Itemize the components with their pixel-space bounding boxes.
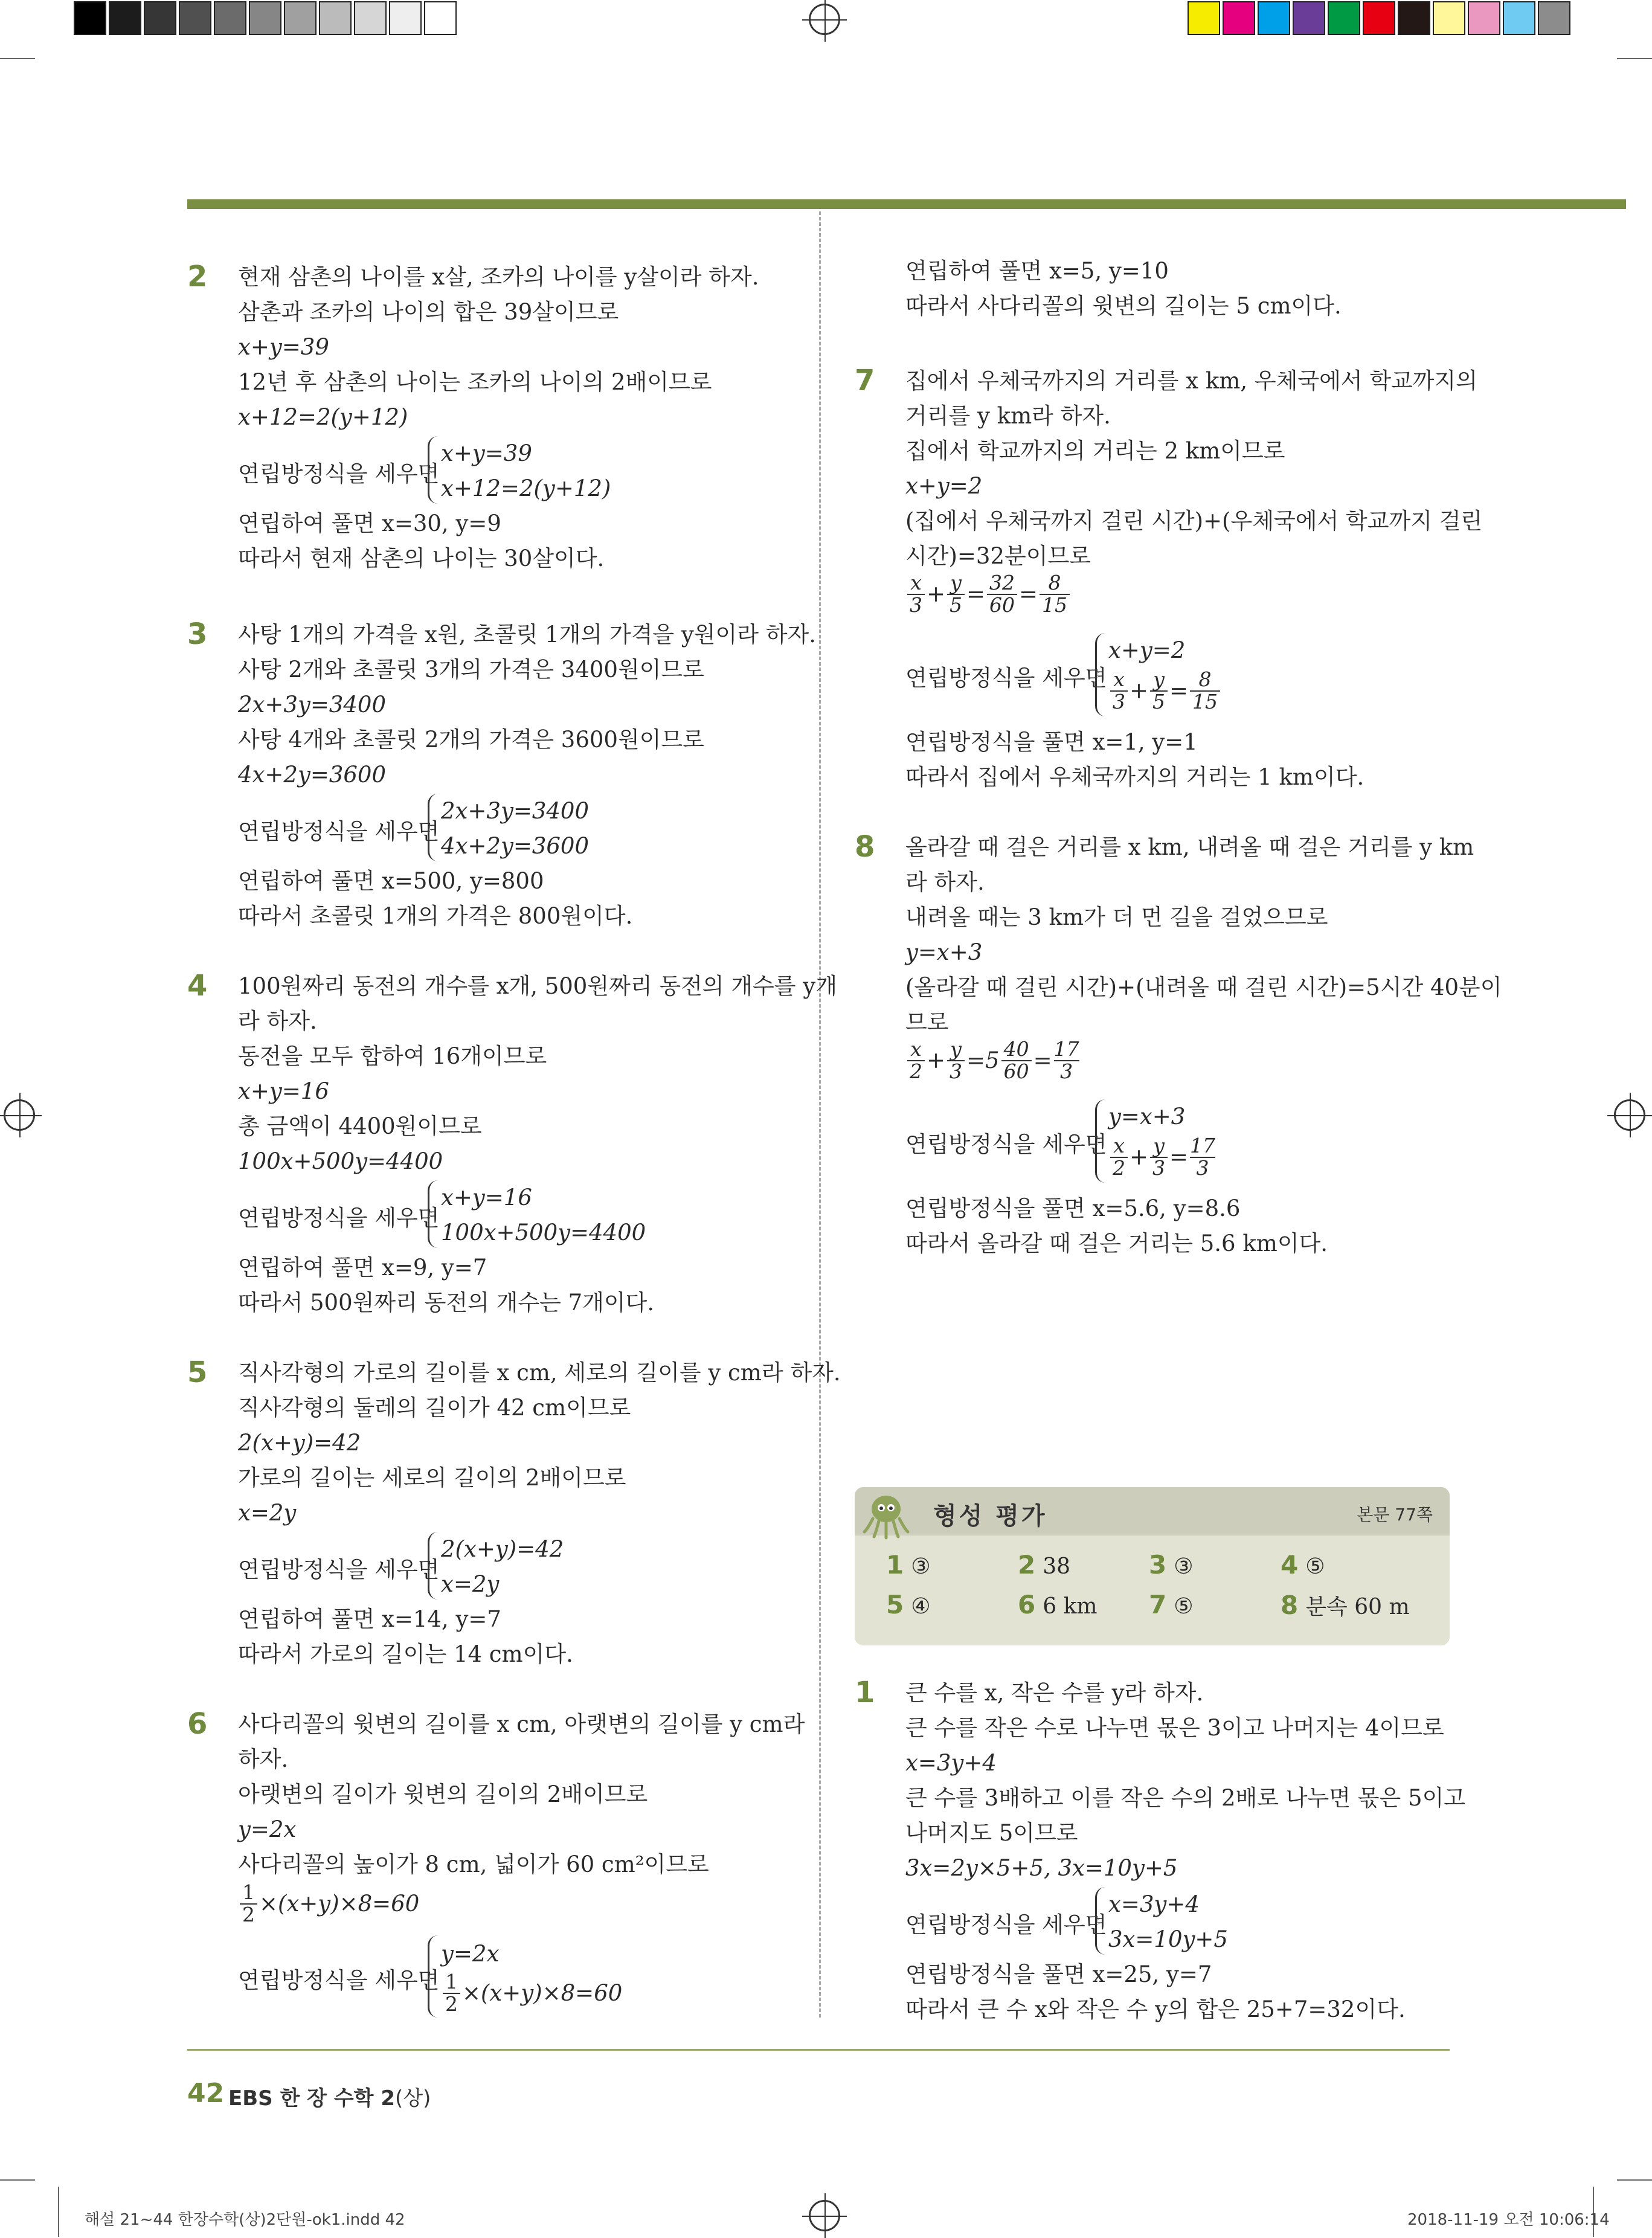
- system-equation: x+y=39: [441, 440, 532, 466]
- color-swatch: [1328, 1, 1360, 35]
- system-equation: y=x+3: [1108, 1104, 1186, 1130]
- print-slug: 해설 21~44 한장수학(상)2단원-ok1.indd 42: [85, 2211, 405, 2229]
- system-brace: [428, 1935, 438, 2018]
- problem-number: 6: [187, 1707, 208, 1741]
- system-brace: [1095, 1099, 1105, 1183]
- fraction: $\frac{y}{5}$: [1150, 669, 1168, 712]
- text-line: 연립하여 풀면 x=9, y=7: [238, 1255, 487, 1281]
- system-brace: [1095, 633, 1105, 716]
- text-line: 따라서 올라갈 때 걸은 거리는 5.6 km이다.: [905, 1230, 1328, 1256]
- system-equation: 2x+3y=3400: [441, 798, 590, 824]
- color-swatch: [1503, 1, 1535, 35]
- book-title: EBS 한 장 수학 2(상): [228, 2086, 431, 2111]
- text-line: 올라갈 때 걸은 거리를 x km, 내려올 때 걸은 거리를 y km: [905, 834, 1474, 860]
- system-equation: $\frac{x}{2}$ + $\frac{y}{3}$ = $\frac{17}{3}$: [1108, 1136, 1217, 1178]
- fraction: $\frac{x}{2}$: [907, 1039, 925, 1082]
- answer-item: 8 분속 60 m: [1281, 1590, 1410, 1620]
- gray-swatch: [74, 1, 106, 35]
- text-line: 12년 후 삼촌의 나이는 조카의 나이의 2배이므로: [238, 369, 712, 395]
- text-line: 연립하여 풀면 x=30, y=9: [238, 510, 501, 536]
- text-line: 사탕 4개와 초콜릿 2개의 가격은 3600원이므로: [238, 727, 704, 753]
- fraction: $\frac{1}{2}$: [443, 1972, 460, 2015]
- system-brace: [428, 794, 438, 861]
- system-equation: 2(x+y)=42: [441, 1536, 564, 1562]
- equation: y=x+3: [905, 939, 983, 965]
- fraction: $\frac{y}{5}$: [947, 573, 965, 616]
- text-line: 연립하여 풀면 x=5, y=10: [905, 258, 1169, 284]
- problem-number: 4: [187, 969, 208, 1003]
- crop-mark: [58, 2187, 59, 2237]
- text-line: 라 하자.: [905, 869, 985, 895]
- text-line: 따라서 500원짜리 동전의 개수는 7개이다.: [238, 1290, 655, 1316]
- formative-evaluation-box: [855, 1487, 1450, 1645]
- problem-number: 2: [187, 260, 208, 294]
- gray-swatch: [249, 1, 281, 35]
- color-swatch: [1223, 1, 1255, 35]
- color-swatch: [1363, 1, 1395, 35]
- answer-item: 4 ⑤: [1281, 1550, 1325, 1580]
- fraction: $\frac{8}{15}$: [1040, 573, 1070, 616]
- text-line: 사다리꼴의 높이가 8 cm, 넓이가 60 cm²이므로: [238, 1851, 709, 1877]
- text-line: 동전을 모두 합하여 16개이므로: [238, 1043, 547, 1069]
- fraction: $\frac{17}{3}$: [1190, 1134, 1216, 1180]
- text-line: 따라서 현재 삼촌의 나이는 30살이다.: [238, 545, 605, 571]
- color-swatch: [1293, 1, 1325, 35]
- fraction-equation: $\frac{1}{2}$ ×(x+y)×8=60: [238, 1882, 419, 1925]
- problem-number: 7: [855, 364, 875, 397]
- color-swatch: [1188, 1, 1220, 35]
- color-swatch: [1398, 1, 1430, 35]
- text-line: 사탕 2개와 초콜릿 3개의 가격은 3400원이므로: [238, 657, 704, 683]
- fraction: $\frac{y}{3}$: [947, 1039, 965, 1082]
- system-equation: x=2y: [441, 1571, 500, 1597]
- system-equation: x=3y+4: [1108, 1891, 1200, 1917]
- text-line: 가로의 길이는 세로의 길이의 2배이므로: [238, 1465, 626, 1491]
- fraction: $\frac{17}{3}$: [1053, 1037, 1079, 1083]
- system-equation: $\frac{1}{2}$ ×(x+y)×8=60: [441, 1972, 622, 2015]
- answer-item: 3 ③: [1149, 1550, 1194, 1580]
- fraction: $\frac{y}{3}$: [1150, 1136, 1168, 1178]
- text-line: 큰 수를 3배하고 이를 작은 수의 2배로 나누면 몫은 5이고: [905, 1785, 1466, 1811]
- text-line: (집에서 우체국까지 걸린 시간)+(우체국에서 학교까지 걸린: [905, 508, 1483, 534]
- registration-mark-left: [4, 1099, 35, 1131]
- answer-item: 5 ④: [886, 1590, 931, 1619]
- system-label: 연립방정식을 세우면: [905, 665, 1107, 691]
- equation: 2x+3y=3400: [238, 692, 387, 718]
- fraction: $\frac{1}{2}$: [240, 1882, 257, 1925]
- equation: 100x+500y=4400: [238, 1148, 443, 1174]
- system-equation: 100x+500y=4400: [441, 1220, 646, 1246]
- fraction: $\frac{8}{15}$: [1190, 669, 1220, 712]
- text-line: 연립방정식을 풀면 x=25, y=7: [905, 1961, 1212, 1987]
- print-timestamp: 2018-11-19 오전 10:06:14: [1407, 2211, 1610, 2229]
- text-line: 100원짜리 동전의 개수를 x개, 500원짜리 동전의 개수를 y개: [238, 973, 837, 999]
- gray-swatch: [284, 1, 317, 35]
- answer-item: 7 ⑤: [1149, 1590, 1194, 1619]
- system-equation: x+y=2: [1108, 637, 1186, 663]
- problem-number: 1: [855, 1676, 875, 1709]
- gray-swatch: [144, 1, 176, 35]
- system-label: 연립방정식을 세우면: [905, 1912, 1107, 1938]
- text-line: 직사각형의 둘레의 길이가 42 cm이므로: [238, 1395, 631, 1421]
- fraction-equation: $\frac{x}{3}$ + $\frac{y}{5}$ = $\frac{32}{60}$ = $\frac{8}{15}$: [905, 573, 1072, 616]
- crop-mark: [0, 58, 35, 59]
- equation: y=2x: [238, 1816, 297, 1842]
- system-equation: y=2x: [441, 1941, 500, 1967]
- crop-mark: [1617, 2179, 1652, 2181]
- answer-item: 1 ③: [886, 1550, 931, 1580]
- equation: x+y=16: [238, 1078, 329, 1104]
- color-swatch: [1468, 1, 1500, 35]
- system-label: 연립방정식을 세우면: [238, 461, 440, 487]
- text-line: 현재 삼촌의 나이를 x살, 조카의 나이를 y살이라 하자.: [238, 264, 759, 290]
- crop-mark: [1617, 58, 1652, 59]
- fraction: $\frac{40}{60}$: [1001, 1039, 1032, 1082]
- equation: x+y=39: [238, 334, 329, 360]
- octopus-icon: [862, 1490, 910, 1540]
- text-line: 연립하여 풀면 x=14, y=7: [238, 1606, 501, 1632]
- registration-mark-bottom: [809, 2200, 840, 2231]
- text-line: 집에서 우체국까지의 거리를 x km, 우체국에서 학교까지의: [905, 368, 1478, 394]
- registration-mark-right: [1614, 1099, 1645, 1131]
- crop-mark: [0, 2179, 35, 2181]
- fraction: $\frac{x}{3}$: [907, 573, 925, 616]
- text-line: 라 하자.: [238, 1008, 317, 1034]
- text-line: 총 금액이 4400원이므로: [238, 1113, 482, 1139]
- gray-swatch: [109, 1, 141, 35]
- text-line: 삼촌과 조카의 나이의 합은 39살이므로: [238, 299, 619, 325]
- header-rule: [187, 199, 1626, 209]
- problem-number: 8: [855, 830, 875, 864]
- gray-swatch: [354, 1, 387, 35]
- color-swatch: [1538, 1, 1570, 35]
- gray-swatch: [179, 1, 211, 35]
- text-line: 큰 수를 x, 작은 수를 y라 하자.: [905, 1680, 1204, 1706]
- footer-rule: [187, 2049, 1450, 2051]
- equation: 4x+2y=3600: [238, 762, 387, 788]
- system-label: 연립방정식을 세우면: [238, 818, 440, 844]
- system-label: 연립방정식을 세우면: [905, 1131, 1107, 1157]
- text-line: 연립방정식을 풀면 x=5.6, y=8.6: [905, 1195, 1241, 1221]
- fraction: $\frac{32}{60}$: [987, 573, 1017, 616]
- text-line: 사다리꼴의 윗변의 길이를 x cm, 아랫변의 길이를 y cm라: [238, 1711, 805, 1737]
- text-line: 따라서 초콜릿 1개의 가격은 800원이다.: [238, 903, 633, 929]
- gray-swatch: [319, 1, 352, 35]
- system-label: 연립방정식을 세우면: [238, 1557, 440, 1583]
- gray-swatch: [389, 1, 422, 35]
- system-label: 연립방정식을 세우면: [238, 1205, 440, 1231]
- system-brace: [428, 1180, 438, 1248]
- text-line: 따라서 집에서 우체국까지의 거리는 1 km이다.: [905, 764, 1364, 790]
- text-line: 시간)=32분이므로: [905, 543, 1091, 569]
- system-equation: x+y=16: [441, 1185, 532, 1211]
- evaluation-title: 형성 평가: [933, 1502, 1047, 1530]
- text-line: 큰 수를 작은 수로 나누면 몫은 3이고 나머지는 4이므로: [905, 1715, 1444, 1741]
- text-line: (올라갈 때 걸린 시간)+(내려올 때 걸린 시간)=5시간 40분이: [905, 974, 1502, 1000]
- text-line: 거리를 y km라 하자.: [905, 403, 1111, 429]
- equation: x+12=2(y+12): [238, 404, 408, 430]
- color-swatch: [1433, 1, 1465, 35]
- column-divider: [819, 211, 821, 2018]
- equation: x+y=2: [905, 473, 983, 499]
- text-line: 아랫변의 길이가 윗변의 길이의 2배이므로: [238, 1781, 648, 1807]
- system-equation: 4x+2y=3600: [441, 833, 590, 859]
- fraction: $\frac{x}{3}$: [1110, 669, 1128, 712]
- answer-item: 6 6 km: [1018, 1590, 1098, 1619]
- evaluation-page-ref: 본문 77쪽: [1357, 1505, 1433, 1525]
- problem-number: 3: [187, 617, 208, 651]
- text-line: 따라서 가로의 길이는 14 cm이다.: [238, 1641, 573, 1667]
- text-line: 사탕 1개의 가격을 x원, 초콜릿 1개의 가격을 y원이라 하자.: [238, 622, 817, 648]
- text-line: 따라서 사다리꼴의 윗변의 길이는 5 cm이다.: [905, 293, 1342, 319]
- system-brace: [428, 436, 438, 504]
- evaluation-header: [855, 1487, 1450, 1535]
- text-line: 연립하여 풀면 x=500, y=800: [238, 868, 544, 894]
- fraction-equation: $\frac{x}{2}$ + $\frac{y}{3}$ =5 $\frac{40}{60}$ = $\frac{17}{3}$: [905, 1039, 1081, 1082]
- equation: x=3y+4: [905, 1750, 997, 1776]
- page-number: 42: [187, 2078, 225, 2109]
- system-brace: [428, 1532, 438, 1600]
- registration-mark-top: [809, 4, 840, 35]
- equation: 2(x+y)=42: [238, 1430, 361, 1456]
- answer-item: 2 38: [1018, 1550, 1071, 1580]
- problem-number: 5: [187, 1355, 208, 1389]
- system-equation: $\frac{x}{3}$ + $\frac{y}{5}$ = $\frac{8}{15}$: [1108, 669, 1222, 712]
- system-equation: x+12=2(y+12): [441, 475, 611, 501]
- text-line: 따라서 큰 수 x와 작은 수 y의 합은 25+7=32이다.: [905, 1996, 1406, 2022]
- fraction: $\frac{x}{2}$: [1110, 1136, 1128, 1178]
- text-line: 하자.: [238, 1746, 289, 1772]
- text-line: 므로: [905, 1009, 949, 1035]
- equation: 3x=2y×5+5, 3x=10y+5: [905, 1855, 1178, 1881]
- system-label: 연립방정식을 세우면: [238, 1967, 440, 1993]
- text-line: 나머지도 5이므로: [905, 1820, 1078, 1846]
- text-line: 직사각형의 가로의 길이를 x cm, 세로의 길이를 y cm라 하자.: [238, 1360, 841, 1386]
- text-line: 집에서 학교까지의 거리는 2 km이므로: [905, 438, 1285, 464]
- text-line: 연립방정식을 풀면 x=1, y=1: [905, 729, 1198, 755]
- text-line: 내려올 때는 3 km가 더 먼 길을 걸었으므로: [905, 904, 1328, 930]
- gray-swatch: [214, 1, 246, 35]
- equation: x=2y: [238, 1500, 297, 1526]
- system-equation: 3x=10y+5: [1108, 1926, 1228, 1952]
- gray-swatch: [424, 1, 457, 35]
- system-brace: [1095, 1887, 1105, 1955]
- color-swatch: [1258, 1, 1290, 35]
